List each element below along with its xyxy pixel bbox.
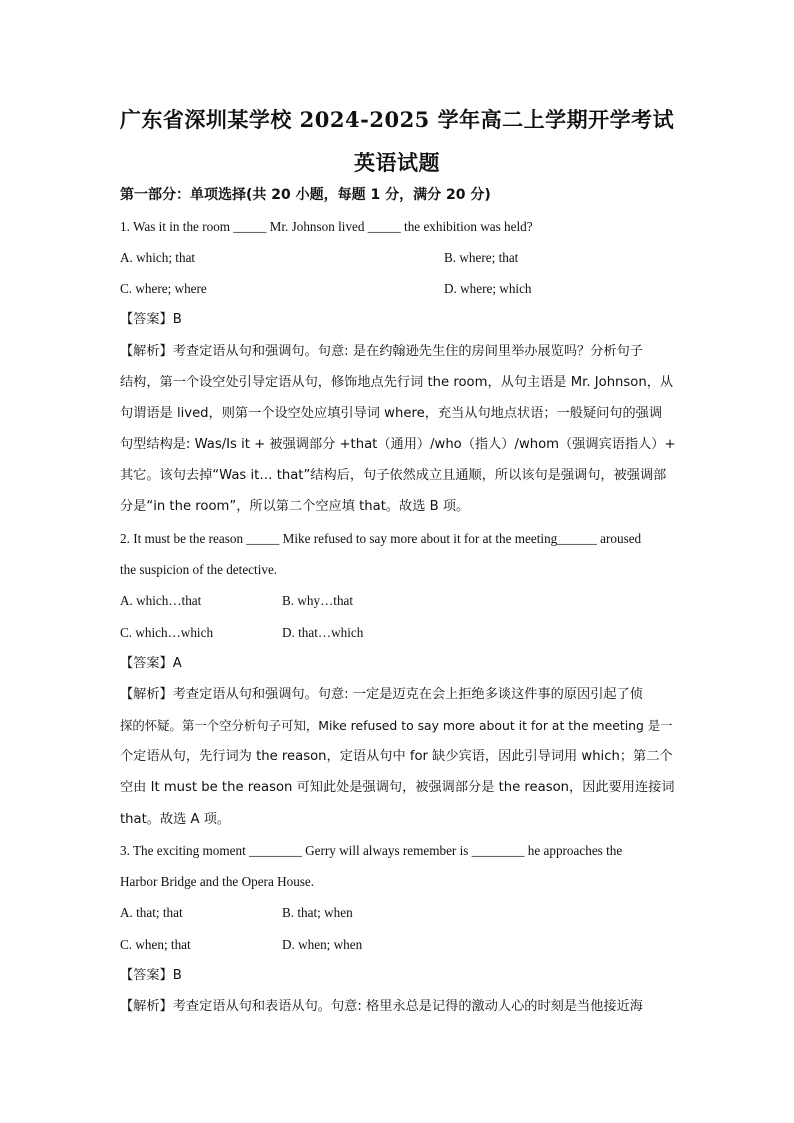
question-1-analysis-line: 【解析】考查定语从句和强调句。句意: 是在约翰逊先生住的房间里举办展览吗？分析句子 bbox=[120, 344, 643, 359]
question-2-stem-line: the suspicion of the detective. bbox=[120, 562, 278, 577]
question-1-analysis-line: 其它。该句去掉“Was it… that”结构后，句子依然成立且通顺，所以该句是强调句，被强调部 bbox=[120, 468, 667, 483]
question-3-stem-line: 3. The exciting moment ________ Gerry will always remember is ________ he approaches the bbox=[120, 843, 623, 858]
question-3-analysis-line: 【解析】考查定语从句和表语从句。句意: 格里永总是记得的激动人心的时刻是当他接近海 bbox=[120, 999, 643, 1014]
question-1-stem: 1. Was it in the room _____ Mr. Johnson lived _____ the exhibition was held? bbox=[120, 219, 533, 234]
question-2-option-d: D. that…which bbox=[282, 625, 364, 640]
question-2-option-a: A. which…that bbox=[120, 593, 202, 608]
question-2-analysis-line: 探的怀疑。第一个空分析句子可知，Mike refused to say more about it for at the meeting 是一 bbox=[120, 718, 673, 733]
question-1-option-b: B. where; that bbox=[444, 250, 519, 265]
question-3-stem-line: Harbor Bridge and the Opera House. bbox=[120, 874, 315, 889]
page-subtitle: 英语试题 bbox=[354, 150, 440, 175]
question-1-answer: 【答案】B bbox=[120, 312, 182, 327]
question-2-option-b: B. why…that bbox=[282, 593, 354, 608]
question-3-option-d: D. when; when bbox=[282, 937, 363, 952]
question-3-option-c: C. when; that bbox=[120, 937, 191, 952]
question-2-analysis-line: that。故选 A 项。 bbox=[120, 812, 231, 827]
question-1-analysis-line: 句型结构是: Was/Is it + 被强调部分 +that（通用）/who（指人）/whom（强调宾语指人）+ bbox=[120, 437, 676, 452]
question-1-analysis-line: 句谓语是 lived，则第一个设空处应填引导词 where，充当从句地点状语；一般疑问句的强调 bbox=[120, 406, 663, 421]
question-2-analysis-line: 空由 It must be the reason 可知此处是强调句，被强调部分是 the reason，因此要用连接词 bbox=[120, 780, 675, 795]
question-3-option-a: A. that; that bbox=[120, 905, 183, 920]
section-header: 第一部分：单项选择(共 20 小题，每题 1 分，满分 20 分) bbox=[120, 187, 491, 203]
question-2-answer: 【答案】A bbox=[120, 656, 182, 671]
question-2-option-c: C. which…which bbox=[120, 625, 214, 640]
question-1-option-c: C. where; where bbox=[120, 281, 207, 296]
question-2-analysis-line: 个定语从句，先行词为 the reason，定语从句中 for 缺少宾语，因此引导词用 which；第二个 bbox=[120, 749, 673, 764]
question-1-analysis-line: 结构，第一个设空处引导定语从句，修饰地点先行词 the room，从句主语是 Mr. Johnson，从 bbox=[120, 375, 674, 390]
question-3-answer: 【答案】B bbox=[120, 968, 182, 983]
page-title: 广东省深圳某学校 2024-2025 学年高二上学期开学考试 bbox=[119, 107, 675, 132]
question-3-option-b: B. that; when bbox=[282, 905, 353, 920]
question-2-stem-line: 2. It must be the reason _____ Mike refused to say more about it for at the meeting______ aroused bbox=[120, 531, 642, 546]
question-1-option-a: A. which; that bbox=[120, 250, 196, 265]
question-1-analysis-line: 分是“in the room”，所以第二个空应填 that。故选 B 项。 bbox=[120, 499, 470, 514]
question-1-option-d: D. where; which bbox=[444, 281, 532, 296]
question-2-analysis-line: 【解析】考查定语从句和强调句。句意: 一定是迈克在会上拒绝多谈这件事的原因引起了侦 bbox=[120, 687, 643, 702]
